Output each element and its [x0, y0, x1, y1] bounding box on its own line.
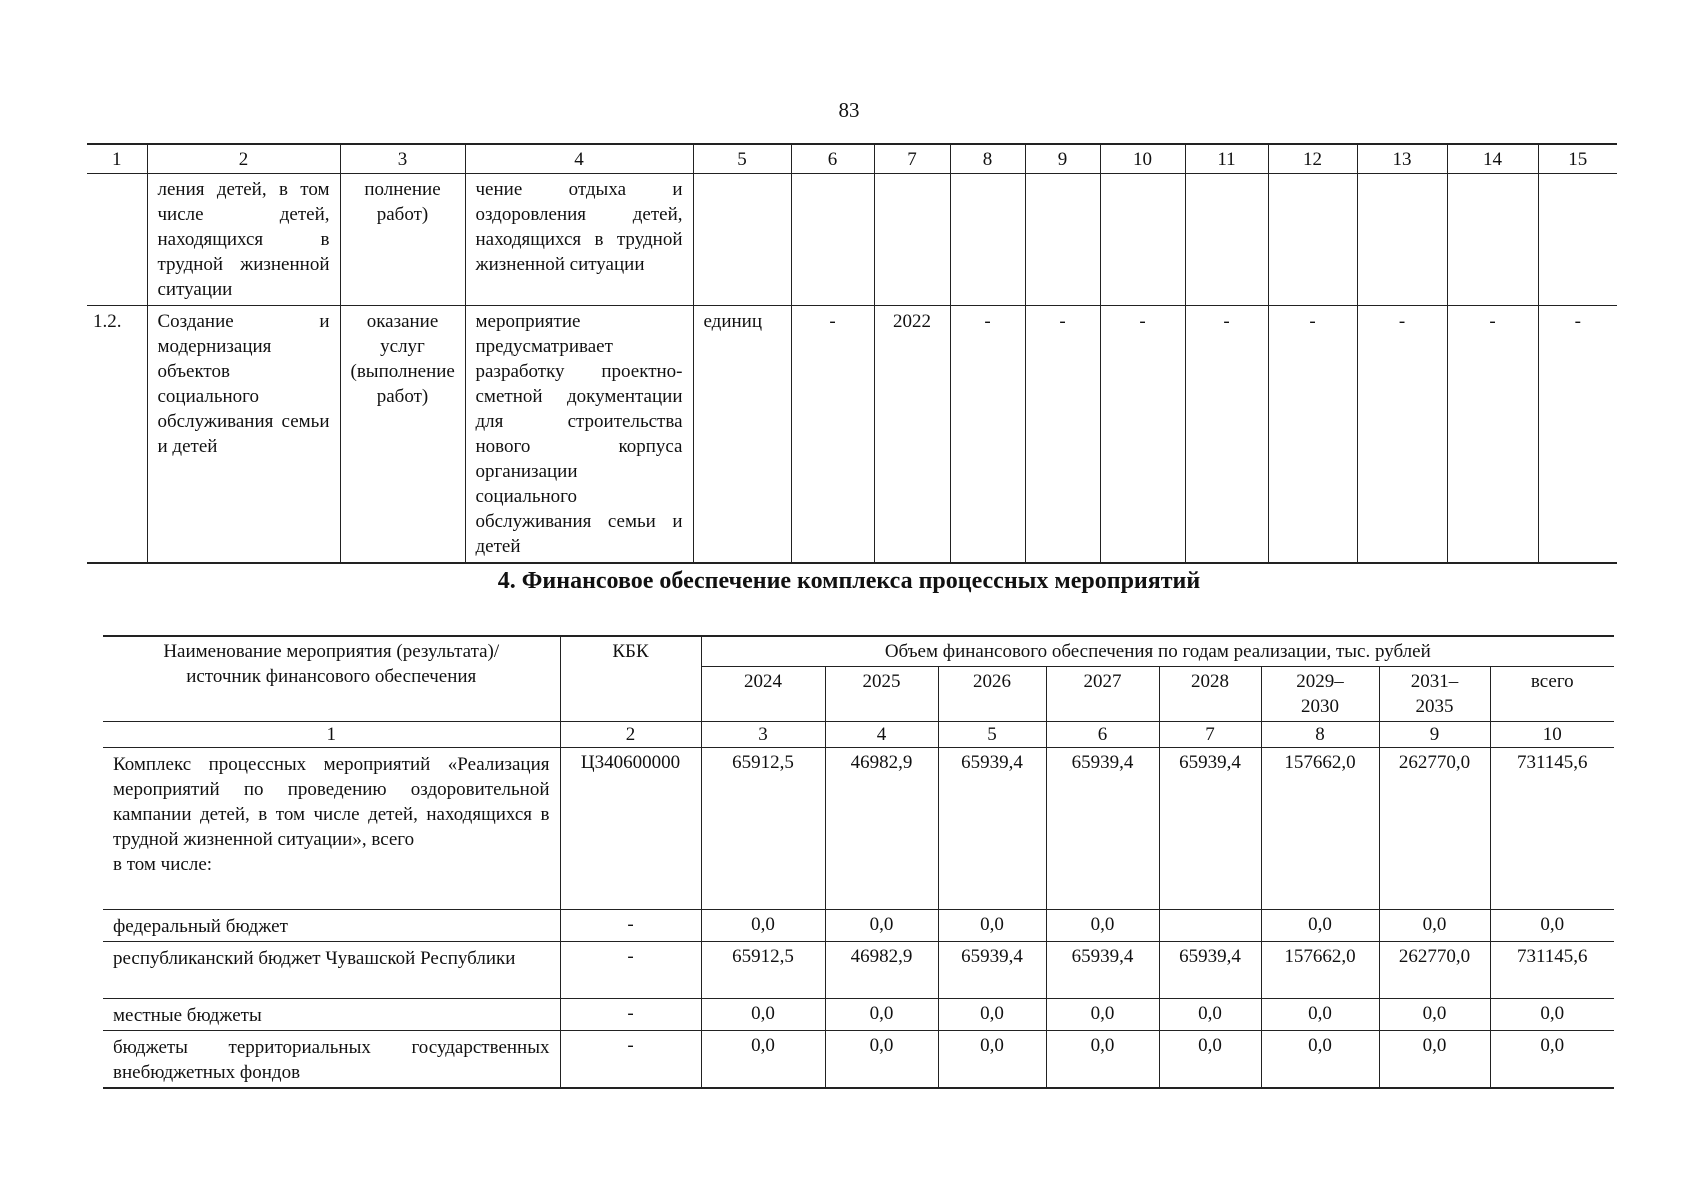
value-cell: 0,0 — [1046, 999, 1159, 1031]
table-row — [87, 174, 1617, 306]
activity-type: полнение работ) — [340, 174, 465, 306]
row-number — [87, 174, 147, 306]
column-number: 1 — [87, 144, 147, 174]
column-number: 10 — [1490, 722, 1614, 748]
value-cell: 46982,9 — [825, 748, 938, 910]
column-number: 11 — [1185, 144, 1268, 174]
value-cell: 0,0 — [1261, 999, 1379, 1031]
column-number: 3 — [701, 722, 825, 748]
column-number: 5 — [693, 144, 791, 174]
value-cell: - — [950, 306, 1025, 564]
value-cell: 0,0 — [701, 910, 825, 942]
year-header: 2031– 2035 — [1379, 667, 1490, 722]
column-number: 9 — [1379, 722, 1490, 748]
value-cell: 731145,6 — [1490, 748, 1614, 910]
value-cell: - — [1100, 306, 1185, 564]
year-header: 2025 — [825, 667, 938, 722]
source-name: бюджеты территориальных государственных внебюджетных фондов — [103, 1031, 560, 1089]
header-volume: Объем финансового обеспечения по годам реализации, тыс. рублей — [701, 636, 1614, 667]
column-number: 2 — [147, 144, 340, 174]
value-cell: 46982,9 — [825, 942, 938, 999]
header-name: Наименование мероприятия (результата)/ источник финансового обеспечения — [103, 636, 560, 722]
total-header: всего — [1490, 667, 1614, 722]
value-cell: 0,0 — [1159, 1031, 1261, 1089]
value-cell — [1447, 174, 1538, 306]
value-cell: 0,0 — [1490, 999, 1614, 1031]
value-cell: 65912,5 — [701, 942, 825, 999]
value-cell: 0,0 — [1490, 910, 1614, 942]
column-number: 1 — [103, 722, 560, 748]
column-number: 9 — [1025, 144, 1100, 174]
table-row — [103, 1031, 1614, 1089]
column-number: 15 — [1538, 144, 1617, 174]
table2-numbering-row — [103, 722, 1614, 748]
value-cell: - — [1447, 306, 1538, 564]
value-cell — [874, 174, 950, 306]
value-cell: 0,0 — [938, 910, 1046, 942]
value-cell: 0,0 — [1261, 1031, 1379, 1089]
table-row — [103, 942, 1614, 999]
column-number: 7 — [1159, 722, 1261, 748]
value-cell — [950, 174, 1025, 306]
table1-header-row — [87, 144, 1617, 174]
value-cell: 731145,6 — [1490, 942, 1614, 999]
value-cell: 0,0 — [1261, 910, 1379, 942]
value-cell: 65939,4 — [1046, 942, 1159, 999]
activity-description: мероприятие предусматривает разработку проектно-сметной документации для строительства нового корпуса организации социального обслуживания семьи и детей — [465, 306, 693, 564]
value-cell: 0,0 — [1490, 1031, 1614, 1089]
value-cell: 0,0 — [1046, 910, 1159, 942]
column-number: 3 — [340, 144, 465, 174]
activity-type: оказание услуг (выполнение работ) — [340, 306, 465, 564]
value-cell: 0,0 — [1046, 1031, 1159, 1089]
column-number: 5 — [938, 722, 1046, 748]
unit-cell: единиц — [693, 306, 791, 564]
row-number: 1.2. — [87, 306, 147, 564]
column-number: 10 — [1100, 144, 1185, 174]
value-cell: 0,0 — [938, 999, 1046, 1031]
value-cell: 0,0 — [1159, 999, 1261, 1031]
header-kbk: КБК — [560, 636, 701, 722]
value-cell: 0,0 — [825, 1031, 938, 1089]
column-number: 2 — [560, 722, 701, 748]
value-cell: 0,0 — [1379, 999, 1490, 1031]
year-header: 2028 — [1159, 667, 1261, 722]
value-cell — [1025, 174, 1100, 306]
table-row — [103, 748, 1614, 910]
value-cell: 0,0 — [701, 1031, 825, 1089]
value-cell: 0,0 — [1379, 910, 1490, 942]
kbk-cell: - — [560, 999, 701, 1031]
value-cell: 262770,0 — [1379, 748, 1490, 910]
column-number: 13 — [1357, 144, 1447, 174]
source-name: местные бюджеты — [103, 999, 560, 1031]
column-number: 8 — [1261, 722, 1379, 748]
value-cell: 65939,4 — [938, 748, 1046, 910]
table2-header-row — [103, 636, 1614, 667]
column-number: 7 — [874, 144, 950, 174]
activity-name: ления детей, в том числе детей, находящихся в трудной жизненной ситуации — [147, 174, 340, 306]
kbk-cell: - — [560, 942, 701, 999]
column-number: 14 — [1447, 144, 1538, 174]
column-number: 4 — [465, 144, 693, 174]
activities-table — [87, 143, 1617, 564]
value-cell: 157662,0 — [1261, 942, 1379, 999]
column-number: 6 — [791, 144, 874, 174]
table-row — [103, 999, 1614, 1031]
table-row — [103, 910, 1614, 942]
section-title: 4. Финансовое обеспечение комплекса процессных мероприятий — [497, 568, 1201, 594]
kbk-cell: Ц340600000 — [560, 748, 701, 910]
value-cell: - — [1185, 306, 1268, 564]
value-cell: 65939,4 — [1159, 748, 1261, 910]
year-header: 2029– 2030 — [1261, 667, 1379, 722]
activity-description: чение отдыха и оздоровления детей, находящихся в трудной жизненной ситуации — [465, 174, 693, 306]
value-cell: 0,0 — [1379, 1031, 1490, 1089]
table-row — [87, 306, 1617, 564]
value-cell: 0,0 — [825, 999, 938, 1031]
value-cell — [1100, 174, 1185, 306]
source-name: республиканский бюджет Чувашской Республики — [103, 942, 560, 999]
value-cell: - — [791, 306, 874, 564]
value-cell: - — [1357, 306, 1447, 564]
column-number: 4 — [825, 722, 938, 748]
value-cell: - — [1025, 306, 1100, 564]
value-cell: 65939,4 — [1159, 942, 1261, 999]
year-header: 2024 — [701, 667, 825, 722]
column-number: 12 — [1268, 144, 1357, 174]
unit-cell — [693, 174, 791, 306]
value-cell — [1185, 174, 1268, 306]
value-cell: 65939,4 — [938, 942, 1046, 999]
value-cell — [1159, 910, 1261, 942]
value-cell — [1268, 174, 1357, 306]
kbk-cell: - — [560, 910, 701, 942]
column-number: 6 — [1046, 722, 1159, 748]
year-header: 2026 — [938, 667, 1046, 722]
year-header: 2027 — [1046, 667, 1159, 722]
value-cell: - — [1268, 306, 1357, 564]
value-cell: 65912,5 — [701, 748, 825, 910]
source-name: Комплекс процессных мероприятий «Реализация мероприятий по проведению оздоровительной кампании детей, в том числе детей, находящихся в трудной жизненной ситуации», всего в том числе: — [103, 748, 560, 910]
value-cell — [1538, 174, 1617, 306]
value-cell: 262770,0 — [1379, 942, 1490, 999]
column-number: 8 — [950, 144, 1025, 174]
value-cell: 157662,0 — [1261, 748, 1379, 910]
value-cell: 65939,4 — [1046, 748, 1159, 910]
value-cell — [1357, 174, 1447, 306]
value-cell: 0,0 — [938, 1031, 1046, 1089]
source-name: федеральный бюджет — [103, 910, 560, 942]
page-number: 83 — [838, 98, 860, 122]
value-cell: 2022 — [874, 306, 950, 564]
value-cell: - — [1538, 306, 1617, 564]
value-cell: 0,0 — [701, 999, 825, 1031]
value-cell: 0,0 — [825, 910, 938, 942]
kbk-cell: - — [560, 1031, 701, 1089]
activity-name: Создание и модернизация объектов социального обслуживания семьи и детей — [147, 306, 340, 564]
value-cell — [791, 174, 874, 306]
financing-table — [103, 635, 1614, 1089]
